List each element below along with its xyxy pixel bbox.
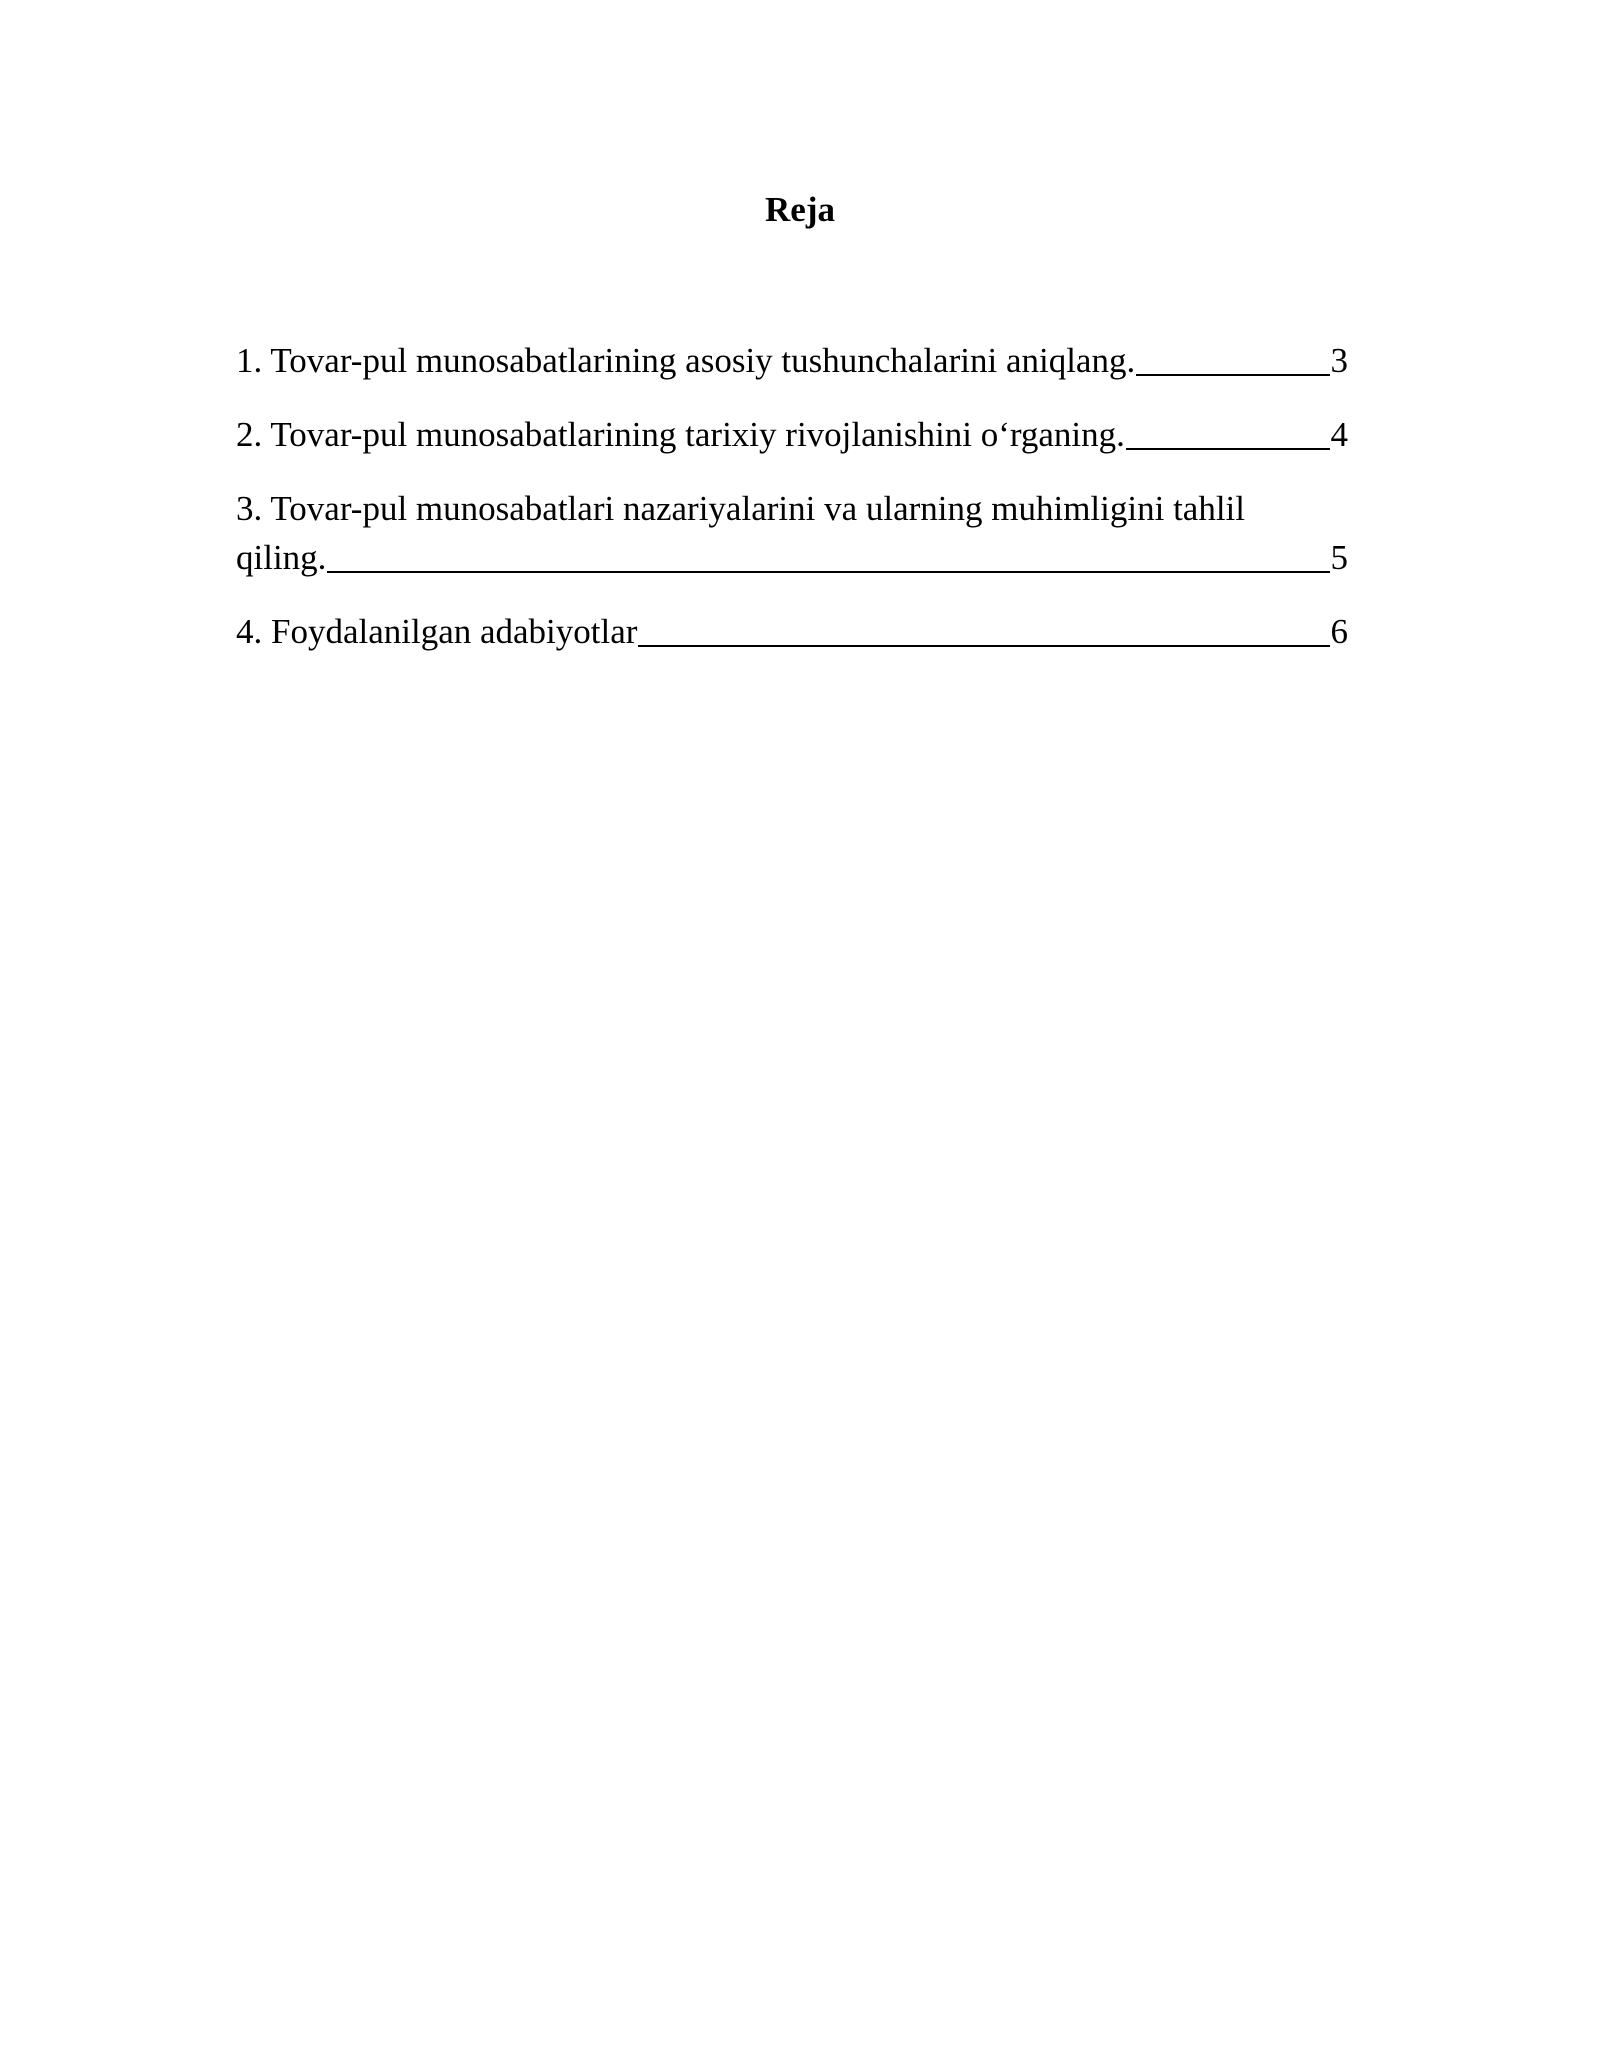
toc-page-number: 4 (1330, 415, 1348, 454)
toc-item-4 (236, 607, 1348, 656)
toc-item-3 (236, 484, 1348, 582)
page-title: Reja (765, 190, 835, 229)
toc-item-2 (236, 410, 1348, 459)
toc-item-text-line1: 3. Tovar-pul munosabatlari nazariyalarini va ularning muhimligini tahlil (236, 489, 1246, 528)
toc-page-number: 3 (1330, 341, 1348, 380)
toc-leader-line (1136, 374, 1329, 376)
table-of-contents (236, 336, 1348, 681)
toc-leader-line (1126, 448, 1330, 450)
toc-leader-line (327, 571, 1329, 573)
toc-item-text: 2. Tovar-pul munosabatlarining tarixiy rivojlanishini o‘rganing. (236, 415, 1125, 454)
toc-item-second-line (236, 533, 1348, 582)
toc-page-number: 6 (1330, 612, 1348, 651)
toc-item-1 (236, 336, 1348, 385)
toc-item-text: 1. Tovar-pul munosabatlarining asosiy tushunchalarini aniqlang. (236, 341, 1136, 380)
toc-page-number: 5 (1330, 538, 1348, 577)
toc-item-text-line2: qiling. (236, 538, 327, 577)
toc-item-text: 4. Foydalanilgan adabiyotlar (236, 612, 638, 651)
toc-leader-line (638, 645, 1329, 647)
